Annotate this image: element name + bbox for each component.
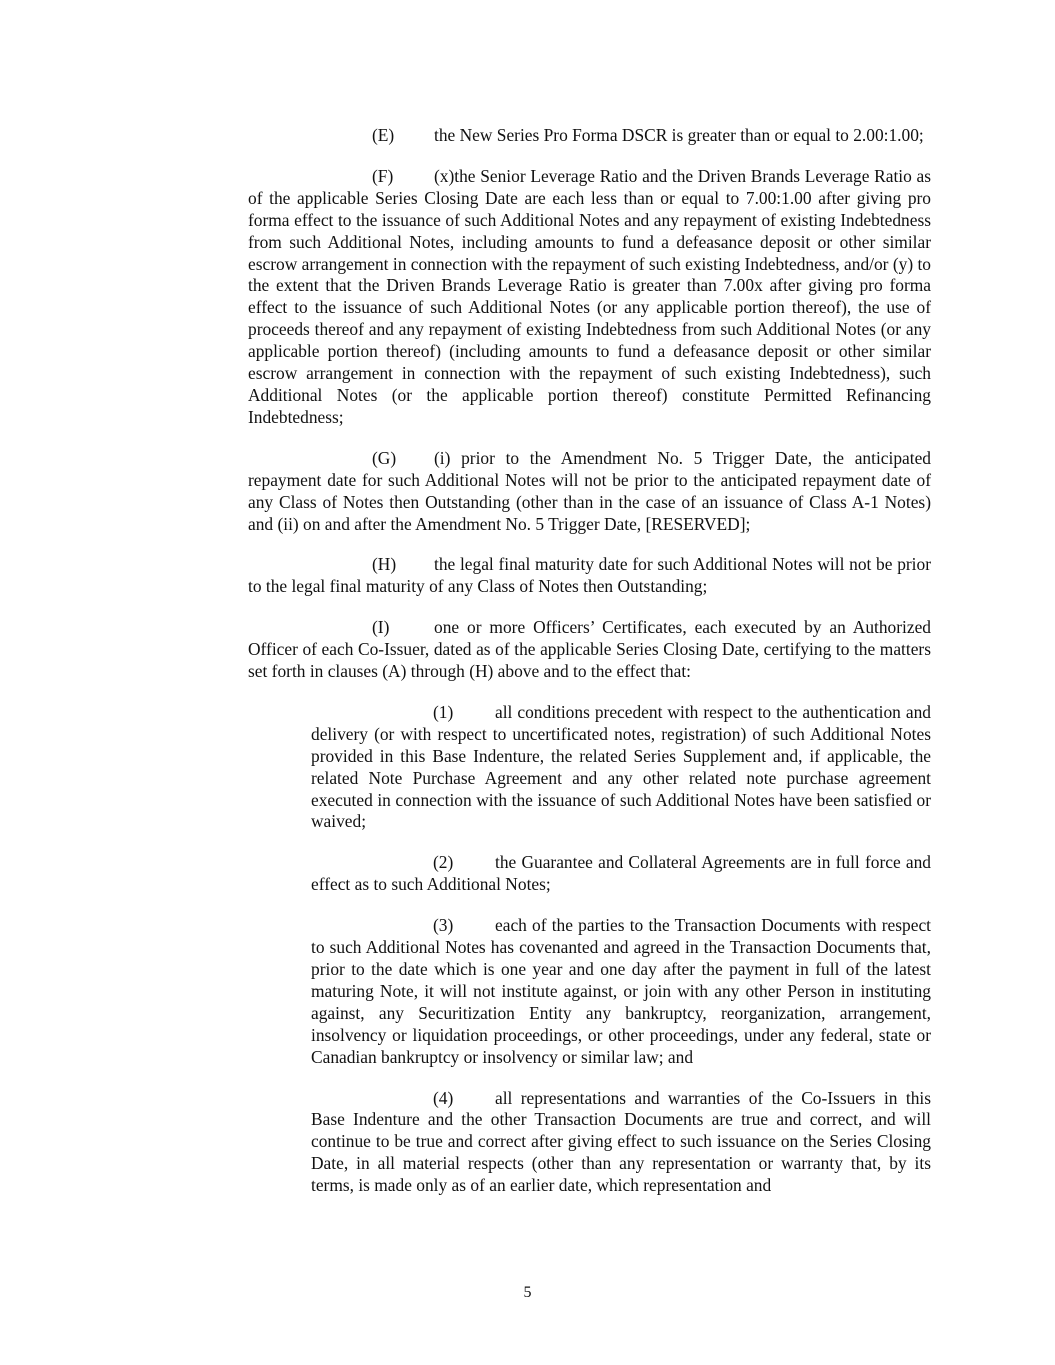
- clause-g: [248, 448, 931, 536]
- clause-f: [248, 166, 931, 429]
- clause-marker: (E): [372, 125, 395, 145]
- clause-text: (i) prior to the Amendment No. 5 Trigger Date, the anticipated repayment date for such Additional Notes will not be prior to the anticipated repayment date of any Class of Notes then Outstanding (other than in the case of an issuance of Class A-1 Notes) and (ii) on and after the Amendment No. 5 Trigger Date, [RESERVED];: [248, 447, 931, 534]
- page-number: 5: [523, 1284, 532, 1301]
- clause-marker: (G): [372, 447, 397, 468]
- subclause-marker: (4): [433, 1087, 454, 1108]
- subclause-marker: (3): [433, 915, 454, 936]
- clause-i: [248, 617, 931, 683]
- clause-h: [248, 554, 931, 598]
- clause-text: one or more Officers’ Certificates, each executed by an Authorized Officer of each Co-Issuer, dated as of the applicable Series Closing Date, certifying to the matters set forth in clauses (A) through (H) above and to the effect that:: [248, 617, 931, 682]
- clause-e: [248, 125, 931, 147]
- subclause-3: [311, 915, 931, 1068]
- subclause-text: all representations and warranties of the Co-Issuers in this Base Indenture and the other Transaction Documents are true and correct, and will continue to be true and correct after giving effect to such issuance on the Series Closing Date, in all material respects (other than any representation or warranty that, by its terms, is made only as of an earlier date, which representation and: [311, 1087, 931, 1196]
- clause-text: the legal final maturity date for such Additional Notes will not be prior to the legal final maturity of any Class of Notes then Outstanding;: [248, 554, 931, 597]
- clause-marker: (F): [372, 165, 394, 186]
- subclause-marker: (1): [433, 701, 454, 722]
- subclause-text: the Guarantee and Collateral Agreements are in full force and effect as to such Additional Notes;: [311, 852, 931, 895]
- document-page: [248, 125, 931, 1216]
- clause-marker: (I): [372, 617, 390, 638]
- subclause-text: each of the parties to the Transaction Documents with respect to such Additional Notes has covenanted and agreed in the Transaction Documents that, prior to the date which is one year and one day after the payment in full of the latest maturing Note, it will not institute against, or join with any other Person in instituting against, any Securitization Entity any bankruptcy, reorganization, arrangement, insolvency or liquidation proceedings, or other proceedings, under any federal, state or Canadian bankruptcy or insolvency or similar law; and: [311, 915, 931, 1067]
- subclause-marker: (2): [433, 852, 454, 873]
- subclause-4: [311, 1088, 931, 1198]
- subclause-1: [311, 702, 931, 833]
- clause-text: the New Series Pro Forma DSCR is greater than or equal to 2.00:1.00;: [434, 125, 924, 145]
- clause-text: (x)the Senior Leverage Ratio and the Driven Brands Leverage Ratio as of the applicable Series Closing Date are each less than or equal to 7.00:1.00 after giving pro forma effect to the issuance of such Additional Notes and any repayment of existing Indebtedness from such Additional Notes, including amounts to fund a defeasance deposit or other similar escrow arrangement in connection with the repayment of such existing Indebtedness, and/or (y) to the extent that the Driven Brands Leverage Ratio is greater than 7.00x after giving pro forma effect to the issuance of such Additional Notes (or any applicable portion thereof), the use of proceeds thereof and any repayment of existing Indebtedness from such Additional Notes (or any applicable portion thereof) (including amounts to fund a defeasance deposit or other similar escrow arrangement in connection with the repayment of such existing Indebtedness), such Additional Notes (or the applicable portion thereof) constitute Permitted Refinancing Indebtedness;: [248, 165, 931, 427]
- subclause-2: [311, 852, 931, 896]
- subclause-text: all conditions precedent with respect to the authentication and delivery (or with respect to uncertificated notes, registration) of such Additional Notes provided in this Base Indenture, the related Series Supplement and, if applicable, the related Note Purchase Agreement and any other related note purchase agreement executed in connection with the issuance of such Additional Notes have been satisfied or waived;: [311, 701, 931, 832]
- clause-marker: (H): [372, 554, 397, 575]
